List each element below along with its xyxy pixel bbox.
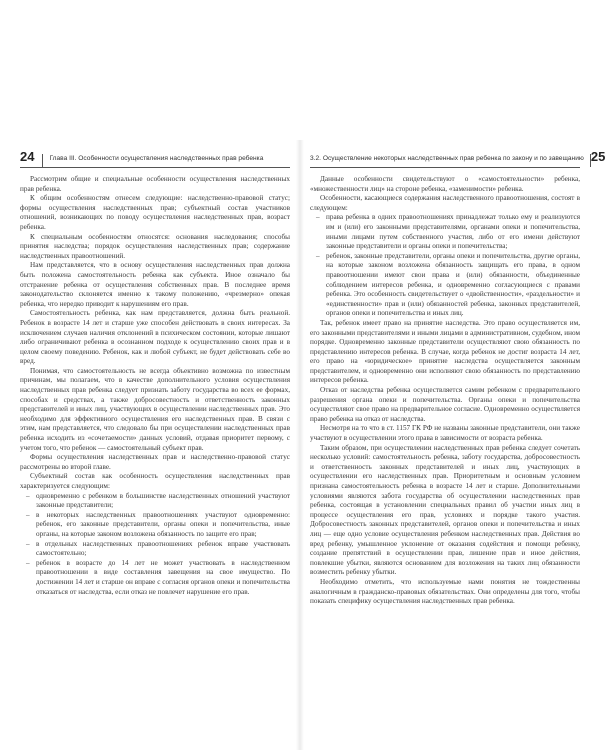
left-page [20, 145, 290, 745]
paragraph: Формы осуществления наследственных прав и наследственно-правовой статус рассмотрены во второй главе. [20, 453, 290, 471]
list-item: – в отдельных наследственных правоотношениях ребенок вправе участвовать самостоятельно; [26, 539, 290, 558]
list-item: – в некоторых наследственных правоотношениях участвуют одновременно: ребенок, его законные представители, органы опеки и попечительства, иные органы, на которые законом возложена обязанность по защите его прав; [26, 510, 290, 538]
list-item: – ребенок, законные представители, органы опеки и попечительства, другие органы, на которые законом возложена обязанность защищать его права, в одном правоотношении имеют свои права и (или) обязанности, объединенные соблюдением интересов ребенка, и одновременно согласующиеся с правами ребенка. Это особенность свидетельствует о «двойственности», «раздельности» и «единственности» прав и (или) обязанностей ребенка, законных представителей, органов опеки и попечительства и иных лиц. [316, 251, 580, 318]
paragraph: Отказ от наследства ребенка осуществляется самим ребенком с предварительного разрешения органа опеки и попечительства. Органы опеки и попечительства осуществляют свое право на предварительное согласие. Одновременно осуществляется право ребенка на отказ от наследства. [310, 386, 580, 423]
paragraph: Понимая, что самостоятельность не всегда объективно возможна по известным причинам, мы полагаем, что в качестве дополнительного условия осуществления наследственных прав ребенка следует признать заботу государства во всех ее формах, способах и средствах, а также добросовестность и ответственность законных представителей и иных лиц, участвующих в осуществлении наследственных прав. Это необходимо для эффективного осуществления его наследственных прав. В связи с этим, нам представляется, что следовало бы при осуществлении наследственных прав ребенка исходить из «сочетаемости» данных условий, отдавая приоритет первому, с учетом того, что ребенок — самостоятельный субъект прав. [20, 366, 290, 452]
right-page-number: 25 [590, 149, 605, 164]
right-running-head [310, 145, 605, 168]
list-item: – права ребенка в одних правоотношениях принадлежат только ему и реализуются им и (или) его законными представителями, органами опеки и попечительства, иными лицами путем собственного участия, либо от его имени действуют законные представители и органы опеки и попечительства; [316, 213, 580, 251]
right-running-head-title: 3.2. Осуществление некоторых наследственных прав ребенка по закону и по завещанию [310, 154, 591, 167]
left-list [20, 492, 290, 598]
right-list [310, 213, 580, 319]
paragraph: Необходимо отметить, что используемые нами понятия не тождественны аналогичным в гражданско-правовых обязательствах. Они определены для того, чтобы показать специфику осуществления наследственных прав ребенка. [310, 577, 580, 606]
list-item: – ребенок в возрасте до 14 лет не может участвовать в наследственном правоотношении в виде составления завещения на свое имущество. По достижении 14 лет и старше он вправе с согласия органов опеки и попечительства отказаться от наследства, если отказ не повлечет нарушение его прав. [26, 558, 290, 596]
left-running-head [20, 145, 290, 168]
list-item-text: в некоторых наследственных правоотношениях участвуют одновременно: ребенок, его законные представители, органы опеки и попечительства, иные органы, на которые законом возложена обязанность по защите его прав; [36, 510, 290, 538]
list-item-text: ребенок в возрасте до 14 лет не может участвовать в наследственном правоотношении в виде составления завещения на свое имущество. По достижении 14 лет и старше он вправе с согласия органов опеки и попечительства отказаться от наследства, если отказ не повлечет нарушение его прав. [36, 558, 290, 596]
list-item-text: одновременно с ребенком в большинстве наследственных отношений участвуют законные представители; [36, 491, 290, 510]
left-running-head-title: Глава III. Особенности осуществления наследственных прав ребенка [42, 154, 263, 167]
paragraph: Несмотря на то что в ст. 1157 ГК РФ не названы законные представители, они также участвуют в осуществлении этого права в зависимости от возраста ребенка. [310, 424, 580, 443]
right-body-text [310, 175, 580, 745]
left-page-number: 24 [20, 149, 35, 164]
paragraph: К общим особенностям отнесем следующие: наследственно-правовой статус; формы осуществления наследственных прав; субъектный состав участников отношений, возникающих по поводу осуществления наследственных прав, возраст ребенка. [20, 194, 290, 231]
left-body-text [20, 175, 290, 745]
paragraph: Особенности, касающиеся содержания наследственного правоотношения, состоят в следующем: [310, 194, 580, 212]
list-item-text: ребенок, законные представители, органы опеки и попечительства, другие органы, на которые законом возложена обязанность защищать его права, в одном правоотношении имеют свои права и (или) обязанности, объединенные соблюдением интересов ребенка, и одновременно согласующиеся с правами ребенка. Это особенность свидетельствует о «двойственности», «раздельности» и «единственности» прав и (или) обязанностей ребенка, законных представителей, органов опеки и попечительства и иных лиц. [326, 251, 580, 318]
paragraph: Рассмотрим общие и специальные особенности осуществления наследственных прав ребенка. [20, 175, 290, 193]
paragraph: Таким образом, при осуществлении наследственных прав ребенка следует сочетать несколько условий: самостоятельность ребенка, заботу государства, добросовестность и ответственность законных представителей и иных лиц, участвующих в осуществлении его наследственных прав. Приоритетным и основным условием признана самостоятельность ребенка в возрасте 14 лет и старше. Дополнительными условиями являются забота государства об осуществлении наследственных прав ребенка, состоящая в установлении специальных правил об участии иных лиц в процессе осуществления его прав, условиях и порядке такого участия. Добросовестность законных представителей, органов опеки и попечительства и иных лиц — еще одно условие осуществления ребенком наследственных прав. Действия во вред ребенку, умышленное уклонение от оказания содействия и помощи ребенку, создание препятствий в осуществлении прав, лишение прав и иное действия, повлекшие убытки, являются основанием для возложения на таких лиц обязанности возместить ребенку убытки. [310, 443, 580, 577]
paragraph: К специальным особенностям относятся: основания наследования; способы принятия наследства; порядок осуществления наследственных прав; содержание наследственных правоотношений. [20, 232, 290, 260]
paragraph: Самостоятельность ребенка, как нам представляется, должна быть реальной. Ребенок в возрасте 14 лет и старше уже способен действовать в своих интересах. За исключением случаев наличия отклонений в психическом состоянии, которые лишают либо ограничивают ребенка в осознанном подходе к осуществлению своих прав и в целом своему поведению. Ребенок, как и любой субъект, не будет действовать себе во вред. [20, 309, 290, 366]
paragraph: Данные особенности свидетельствуют о «самостоятельности» ребенка, «множественности лиц» на стороне ребенка, «заменимости» ребенка. [310, 175, 580, 193]
list-item: – одновременно с ребенком в большинстве наследственных отношений участвуют законные представители; [26, 491, 290, 510]
paragraph: Субъектный состав как особенность осуществления наследственных прав характеризуется следующим: [20, 472, 290, 490]
right-page [310, 145, 605, 745]
list-item-text: в отдельных наследственных правоотношениях ребенок вправе участвовать самостоятельно; [36, 539, 290, 558]
paragraph: Так, ребенок имеет право на принятие наследства. Это право осуществляется им, его законными представителями и иными лицами в административном, судебном, ином порядке. Одновременно законные представители осуществляют свою обязанность по представлению интересов ребенка. В случае, когда ребенок не достиг возраста 14 лет, его право на «юридическое» принятие наследства осуществляется законным представителем, и одновременно они исполняют свою обязанность по представлению интересов ребенка. [310, 318, 580, 385]
paragraph: Нам представляется, что в основу осуществления наследственных прав должна быть положена самостоятельность ребенка как субъекта. Иное означало бы отстранение ребенка от осуществления собственных прав. В последнее время законодательство склоняется именно к такому положению, «чрезмерно» опекая ребенка, что нередко приводит к нарушениям его прав. [20, 261, 290, 308]
list-item-text: права ребенка в одних правоотношениях принадлежат только ему и реализуются им и (или) его законными представителями, органами опеки и попечительства, иными лицами путем собственного участия, либо от его имени действуют законные представители и органы опеки и попечительства; [326, 213, 580, 251]
book-gutter [296, 140, 304, 750]
